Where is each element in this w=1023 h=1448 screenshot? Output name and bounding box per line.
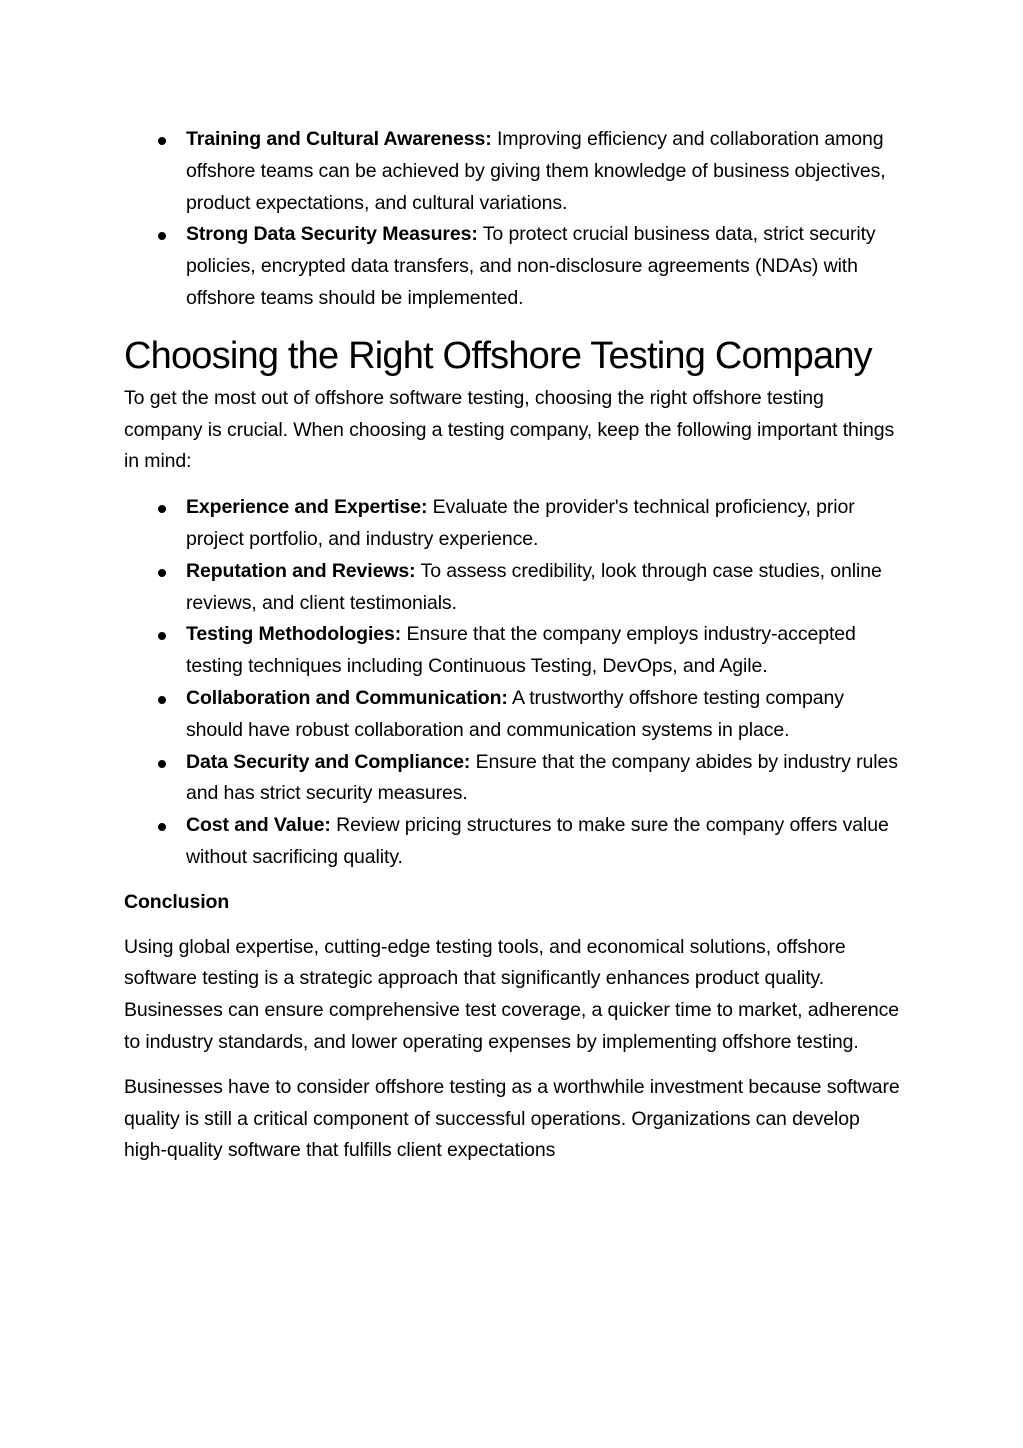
bullet-term: Data Security and Compliance: [186, 750, 471, 773]
list-item [124, 556, 900, 620]
bullet-text: A trustworthy offshore testing company should have robust collaboration and communication systems in place. [186, 686, 844, 741]
bullet-text: Improving efficiency and collaboration among offshore teams can be achieved by giving them knowledge of business objectives, product expectations, and cultural variations. [186, 128, 886, 214]
criteria-bullet-list [124, 492, 900, 874]
bullet-text: To protect crucial business data, strict security policies, encrypted data transfers, and non-disclosure agreements (NDAs) with offshore teams should be implemented. [186, 223, 876, 309]
document-page [124, 124, 900, 1167]
list-item [124, 219, 900, 314]
list-item [124, 810, 900, 874]
conclusion-paragraph-2: Businesses have to consider offshore testing as a worthwhile investment because software quality is still a critical component of successful operations. Organizations can develop high-quality software that fulfills client expectations [124, 1075, 900, 1162]
bullet-text: To assess credibility, look through case studies, online reviews, and client testimonials. [186, 559, 882, 614]
bullet-text: Ensure that the company abides by industry rules and has strict security measures. [186, 750, 898, 805]
top-bullet-list [124, 124, 900, 315]
bullet-term: Testing Methodologies: [186, 623, 402, 646]
bullet-icon [158, 569, 166, 577]
list-item [124, 683, 900, 747]
spacer [124, 1059, 900, 1072]
section-heading: Choosing the Right Offshore Testing Company [124, 334, 872, 377]
bullet-icon [158, 137, 166, 145]
bullet-term: Reputation and Reviews: [186, 559, 416, 582]
list-item [124, 747, 900, 811]
bullet-icon [158, 232, 166, 240]
bullet-term: Strong Data Security Measures: [186, 223, 478, 246]
bullet-term: Collaboration and Communication: [186, 686, 508, 709]
spacer [124, 478, 900, 492]
bullet-term: Cost and Value: [186, 814, 331, 837]
bullet-icon [158, 823, 166, 831]
section-intro: To get the most out of offshore software testing, choosing the right offshore testing company is crucial. When choosing a testing company, keep the following important things in mind: [124, 386, 895, 473]
bullet-text: Ensure that the company employs industry-accepted testing techniques including Continuous Testing, DevOps, and Agile. [186, 623, 856, 678]
bullet-icon [158, 632, 166, 640]
list-item [124, 492, 900, 556]
list-item [124, 124, 900, 219]
conclusion-paragraph-1: Using global expertise, cutting-edge testing tools, and economical solutions, offshore software testing is a strategic approach that significantly enhances product quality. Businesses can ensure comprehensive test coverage, a quicker time to market, adherence to industry standards, and lower operating expenses by implementing offshore testing. [124, 935, 900, 1053]
bullet-term: Training and Cultural Awareness: [186, 128, 492, 150]
list-item [124, 619, 900, 683]
bullet-text: Review pricing structures to make sure the company offers value without sacrificing quality. [186, 814, 889, 868]
bullet-term: Experience and Expertise: [186, 496, 428, 519]
bullet-icon [158, 505, 166, 513]
bullet-icon [158, 696, 166, 704]
bullet-text: Evaluate the provider's technical proficiency, prior project portfolio, and industry experience. [186, 496, 855, 550]
bullet-icon [158, 760, 166, 768]
conclusion-heading: Conclusion [124, 890, 230, 913]
